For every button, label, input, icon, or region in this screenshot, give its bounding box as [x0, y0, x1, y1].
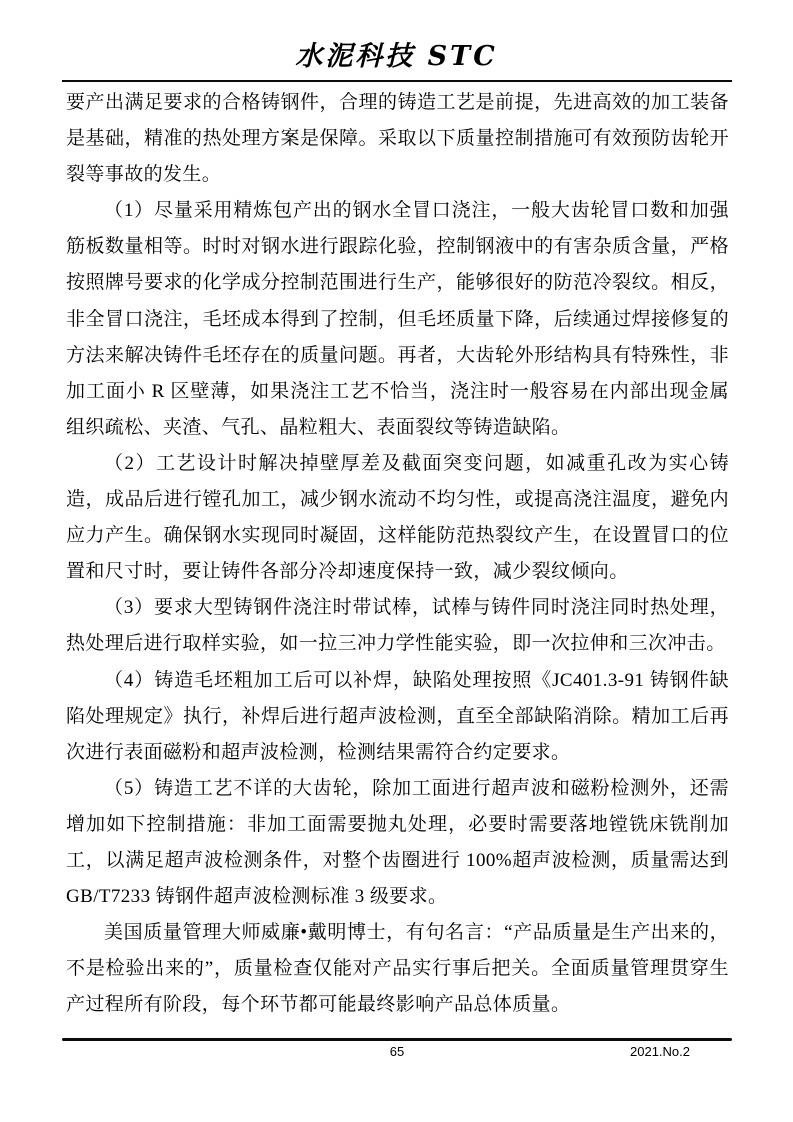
- journal-title: 水泥科技 STC: [295, 41, 498, 72]
- footer-rule: [62, 1038, 732, 1041]
- paragraph-measure-1: （1）尽量采用精炼包产出的钢水全冒口浇注，一般大齿轮冒口数和加强筋板数量相等。时时对钢水进行跟踪化验，控制钢液中的有害杂质含量，严格按照牌号要求的化学成分控制范围进行生产，能够很好的防范冷裂纹。相反，非全冒口浇注，毛坯成本得到了控制，但毛坯质量下降，后续通过焊接修复的方法来解决铸件毛坯存在的质量问题。再者，大齿轮外形结构具有特殊性，非加工面小 R 区壁薄，如果浇注工艺不恰当，浇注时一般容易在内部出现金属组织疏松、夹渣、气孔、晶粒粗大、表面裂纹等铸造缺陷。: [66, 200, 729, 438]
- paragraph-measure-5: （5）铸造工艺不详的大齿轮，除加工面进行超声波和磁粉检测外，还需增加如下控制措施：非加工面需要抛丸处理，必要时需要落地镗铣床铣削加工，以满足超声波检测条件，对整个齿圈进行 100%超声波检测，质量需达到 GB/T7233 铸钢件超声波检测标准 3 级要求。: [66, 777, 729, 908]
- page-number: 65: [389, 1044, 405, 1059]
- paragraph-conclusion: 美国质量管理大师威廉•戴明博士，有句名言：“产品质量是生产出来的，不是检验出来的”，质量检查仅能对产品实行事后把关。全面质量管理贯穿生产过程所有阶段，每个环节都可能最终影响产品总体质量。: [66, 922, 729, 1016]
- article-body: [66, 85, 729, 1023]
- paragraph-measure-2: （2）工艺设计时解决掉壁厚差及截面突变问题，如减重孔改为实心铸造，成品后进行镗孔加工，减少钢水流动不均匀性，或提高浇注温度，避免内应力产生。确保钢水实现同时凝固，这样能防范热裂纹产生，在设置冒口的位置和尺寸时，要让铸件各部分冷却速度保持一致，减少裂纹倾向。: [66, 452, 729, 583]
- page-footer: [62, 1038, 732, 1059]
- paragraph-measure-4: （4）铸造毛坯粗加工后可以补焊，缺陷处理按照《JC401.3-91 铸钢件缺陷处理规定》执行，补焊后进行超声波检测，直至全部缺陷消除。精加工后再次进行表面磁粉和超声波检测，检测结果需符合约定要求。: [66, 669, 729, 763]
- paragraph-intro: 要产出满足要求的合格铸钢件，合理的铸造工艺是前提，先进高效的加工装备是基础，精准的热处理方案是保障。采取以下质量控制措施可有效预防齿轮开裂等事故的发生。: [66, 92, 729, 186]
- paragraph-measure-3: （3）要求大型铸钢件浇注时带试棒，试棒与铸件同时浇注同时热处理，热处理后进行取样实验，如一拉三冲力学性能实验，即一次拉伸和三次冲击。: [66, 597, 729, 655]
- issue-number: 2021.No.2: [630, 1044, 690, 1059]
- header-rule: [62, 80, 732, 82]
